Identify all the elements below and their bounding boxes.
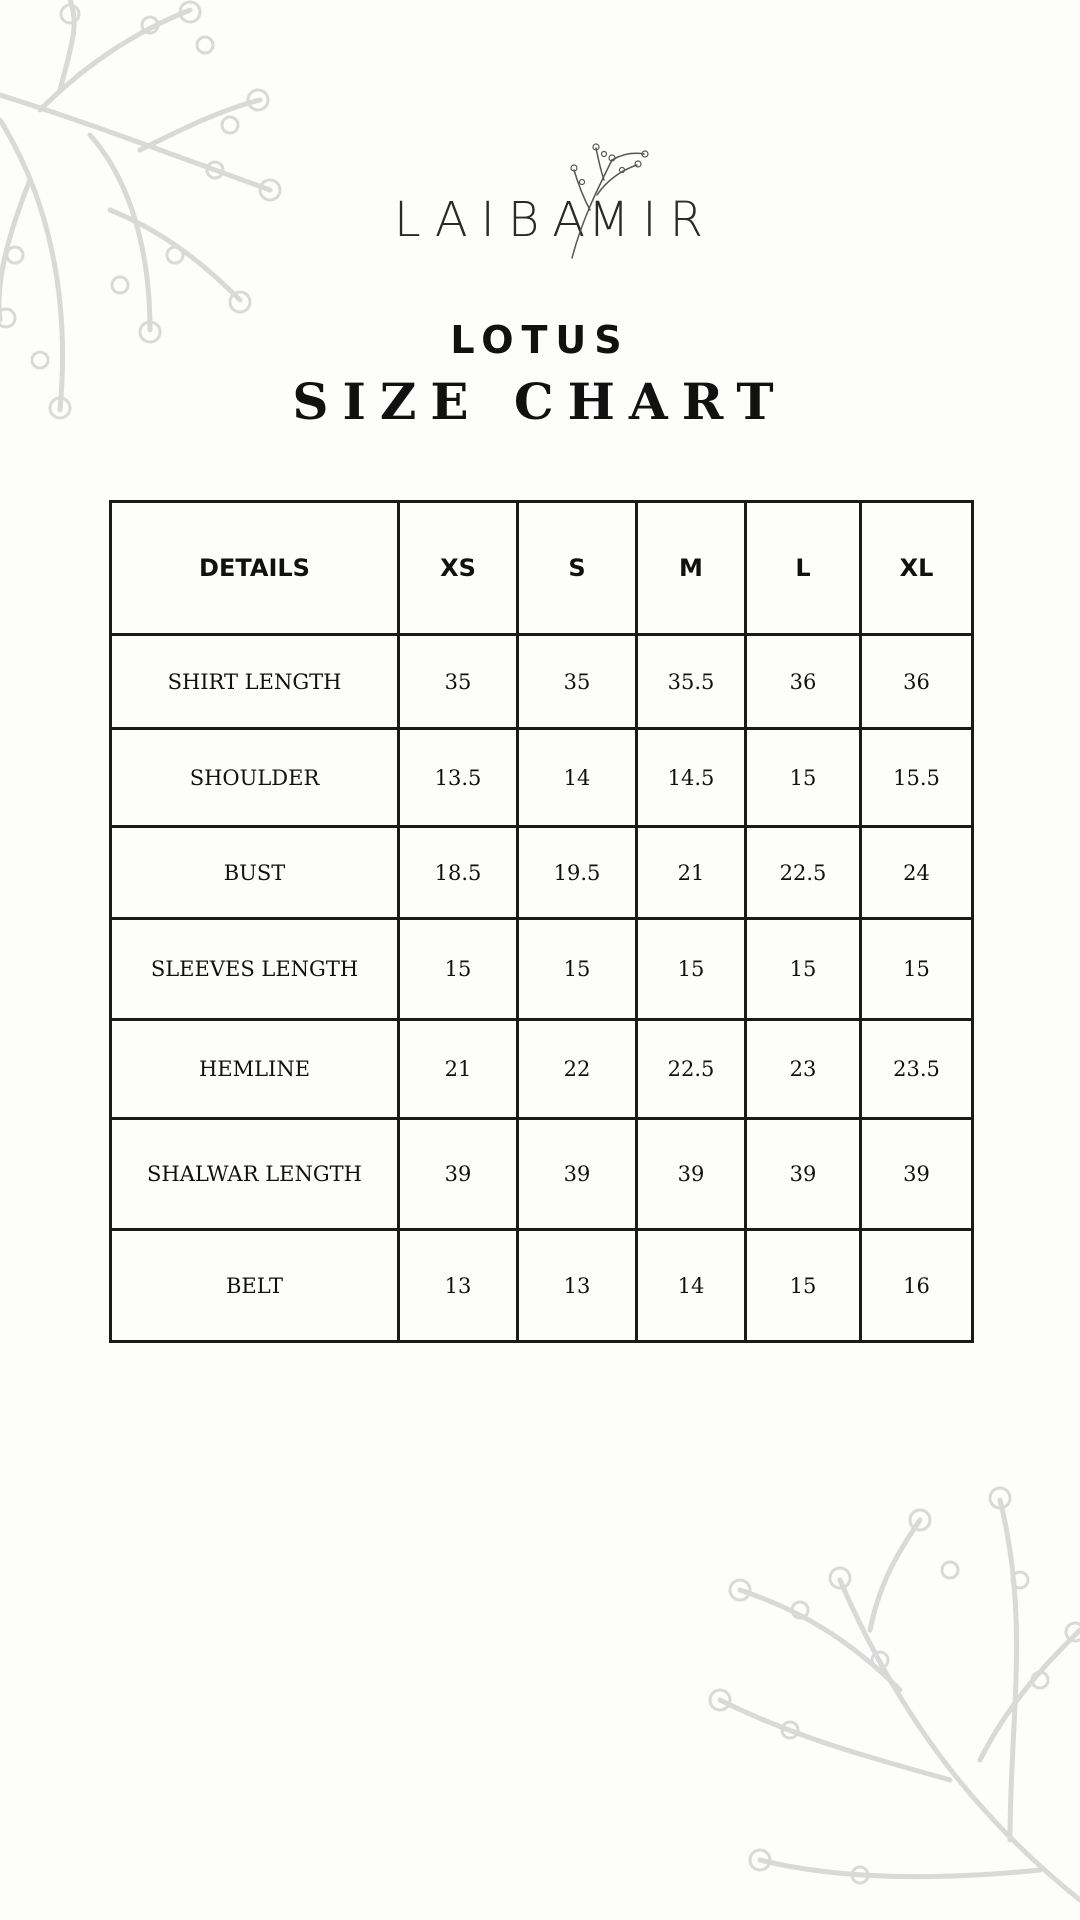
- table-cell: 35: [399, 635, 518, 729]
- table-cell: 14.5: [637, 729, 746, 827]
- table-cell: 21: [637, 827, 746, 919]
- page-title: SIZE CHART: [292, 372, 788, 431]
- table-cell: 18.5: [399, 827, 518, 919]
- column-header-m: M: [637, 502, 746, 635]
- column-header-s: S: [518, 502, 637, 635]
- table-cell: 35.5: [637, 635, 746, 729]
- logo-text-left: LAIBA: [394, 192, 599, 248]
- logo-text-right: MIR: [588, 192, 716, 248]
- table-cell: 39: [637, 1119, 746, 1230]
- table-cell: 15: [746, 1230, 861, 1342]
- table-cell: 15: [746, 729, 861, 827]
- table-row: [111, 1230, 973, 1342]
- table-cell: 16: [861, 1230, 973, 1342]
- table-row: [111, 635, 973, 729]
- table-cell: 14: [518, 729, 637, 827]
- table-cell: 22: [518, 1020, 637, 1119]
- row-label: SHOULDER: [111, 729, 399, 827]
- table-cell: 36: [861, 635, 973, 729]
- table-row: [111, 1020, 973, 1119]
- table-cell: 24: [861, 827, 973, 919]
- table-cell: 36: [746, 635, 861, 729]
- row-label: SLEEVES LENGTH: [111, 919, 399, 1020]
- table-row: [111, 827, 973, 919]
- brand-logo: [380, 140, 716, 270]
- table-cell: 14: [637, 1230, 746, 1342]
- table-cell: 35: [518, 635, 637, 729]
- collection-name: LOTUS: [450, 318, 630, 362]
- table-cell: 22.5: [637, 1020, 746, 1119]
- table-cell: 23.5: [861, 1020, 973, 1119]
- column-header-l: L: [746, 502, 861, 635]
- table-cell: 39: [518, 1119, 637, 1230]
- row-label: SHIRT LENGTH: [111, 635, 399, 729]
- table-row: [111, 729, 973, 827]
- table-cell: 15: [637, 919, 746, 1020]
- table-cell: 22.5: [746, 827, 861, 919]
- row-label: SHALWAR LENGTH: [111, 1119, 399, 1230]
- row-label: HEMLINE: [111, 1020, 399, 1119]
- table-cell: 13: [518, 1230, 637, 1342]
- table-cell: 13: [399, 1230, 518, 1342]
- table-cell: 15.5: [861, 729, 973, 827]
- column-header-details: DETAILS: [111, 502, 399, 635]
- table-cell: 39: [861, 1119, 973, 1230]
- table-header-row: [111, 502, 973, 635]
- table-cell: 21: [399, 1020, 518, 1119]
- table-cell: 39: [746, 1119, 861, 1230]
- table-cell: 39: [399, 1119, 518, 1230]
- column-header-xs: XS: [399, 502, 518, 635]
- table-cell: 19.5: [518, 827, 637, 919]
- floral-branch-icon: [680, 1460, 1080, 1920]
- table-row: [111, 919, 973, 1020]
- row-label: BUST: [111, 827, 399, 919]
- table-cell: 23: [746, 1020, 861, 1119]
- floral-branch-icon: [0, 0, 300, 430]
- row-label: BELT: [111, 1230, 399, 1342]
- table-row: [111, 1119, 973, 1230]
- size-chart-table: [109, 500, 974, 1343]
- table-cell: 15: [861, 919, 973, 1020]
- table-cell: 13.5: [399, 729, 518, 827]
- table-cell: 15: [746, 919, 861, 1020]
- column-header-xl: XL: [861, 502, 973, 635]
- table-cell: 15: [399, 919, 518, 1020]
- table-cell: 15: [518, 919, 637, 1020]
